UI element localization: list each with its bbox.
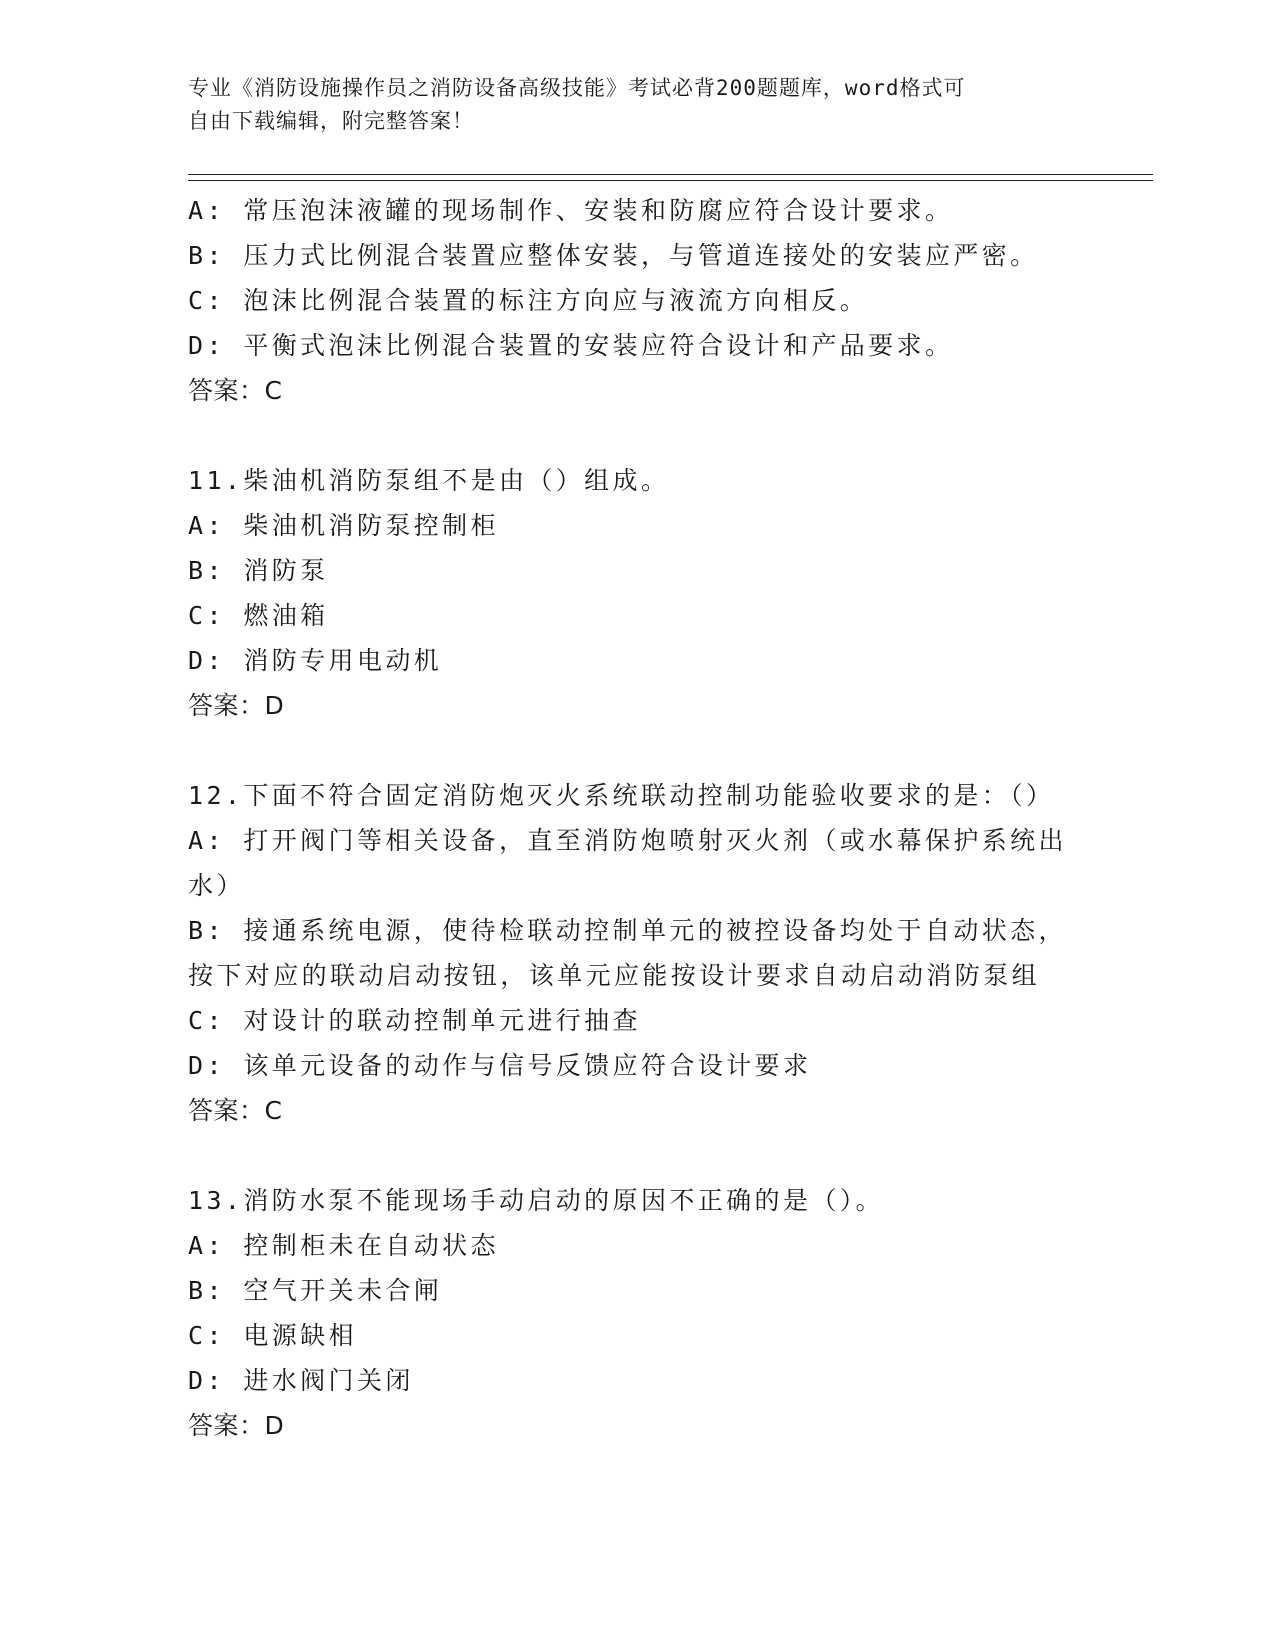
q12-option-a-line-2: 水） xyxy=(188,871,245,900)
q12-option-b-line-2: 按下对应的联动启动按钮，该单元应能按设计要求自动启动消防泵组 xyxy=(188,961,1041,990)
question-spacer xyxy=(188,1133,1088,1178)
q12-answer: 答案：C xyxy=(188,1096,283,1125)
q11-option-d: D: 消防专用电动机 xyxy=(188,646,443,675)
question-spacer xyxy=(188,728,1088,773)
q11-answer: 答案：D xyxy=(188,691,285,720)
q13-option-a: A: 控制柜未在自动状态 xyxy=(188,1231,499,1260)
q13-option-d: D: 进水阀门关闭 xyxy=(188,1366,414,1395)
q13-answer: 答案：D xyxy=(188,1411,285,1440)
q13-option-c: C: 电源缺相 xyxy=(188,1321,357,1350)
q13-stem: 13.消防水泵不能现场手动启动的原因不正确的是（）。 xyxy=(188,1186,885,1215)
q11-option-b: B: 消防泵 xyxy=(188,556,329,585)
q10-option-a: A: 常压泡沫液罐的现场制作、安装和防腐应符合设计要求。 xyxy=(188,196,954,225)
q12-option-b-line-1: B: 接通系统电源，使待检联动控制单元的被控设备均处于自动状态， xyxy=(188,916,1067,945)
header-divider-bottom xyxy=(188,180,1153,181)
q12-option-d: D: 该单元设备的动作与信号反馈应符合设计要求 xyxy=(188,1051,812,1080)
question-10-block xyxy=(188,188,1088,413)
q10-option-c: C: 泡沫比例混合装置的标注方向应与液流方向相反。 xyxy=(188,286,869,315)
q11-option-c: C: 燃油箱 xyxy=(188,601,329,630)
q10-option-b: B: 压力式比例混合装置应整体安装，与管道连接处的安装应严密。 xyxy=(188,241,1039,270)
q12-option-a-line-1: A: 打开阀门等相关设备，直至消防炮喷射灭火剂（或水幕保护系统出 xyxy=(188,826,1067,855)
question-11-block xyxy=(188,458,1088,728)
question-13-block xyxy=(188,1178,1088,1448)
header-line-1: 专业《消防设施操作员之消防设备高级技能》考试必背200题题库，word格式可 xyxy=(188,76,966,100)
q10-answer: 答案：C xyxy=(188,376,283,405)
document-header xyxy=(188,72,1068,138)
question-list xyxy=(188,188,1088,1448)
header-divider-top xyxy=(188,174,1153,175)
q13-option-b: B: 空气开关未合闸 xyxy=(188,1276,443,1305)
header-line-2: 自由下载编辑，附完整答案！ xyxy=(188,109,474,133)
q12-option-c: C: 对设计的联动控制单元进行抽查 xyxy=(188,1006,641,1035)
question-12-block xyxy=(188,773,1088,1133)
q10-option-d: D: 平衡式泡沫比例混合装置的安装应符合设计和产品要求。 xyxy=(188,331,954,360)
q11-stem: 11.柴油机消防泵组不是由（）组成。 xyxy=(188,466,670,495)
q12-stem: 12.下面不符合固定消防炮灭火系统联动控制功能验收要求的是：（） xyxy=(188,781,1055,810)
q11-option-a: A: 柴油机消防泵控制柜 xyxy=(188,511,499,540)
question-spacer xyxy=(188,413,1088,458)
